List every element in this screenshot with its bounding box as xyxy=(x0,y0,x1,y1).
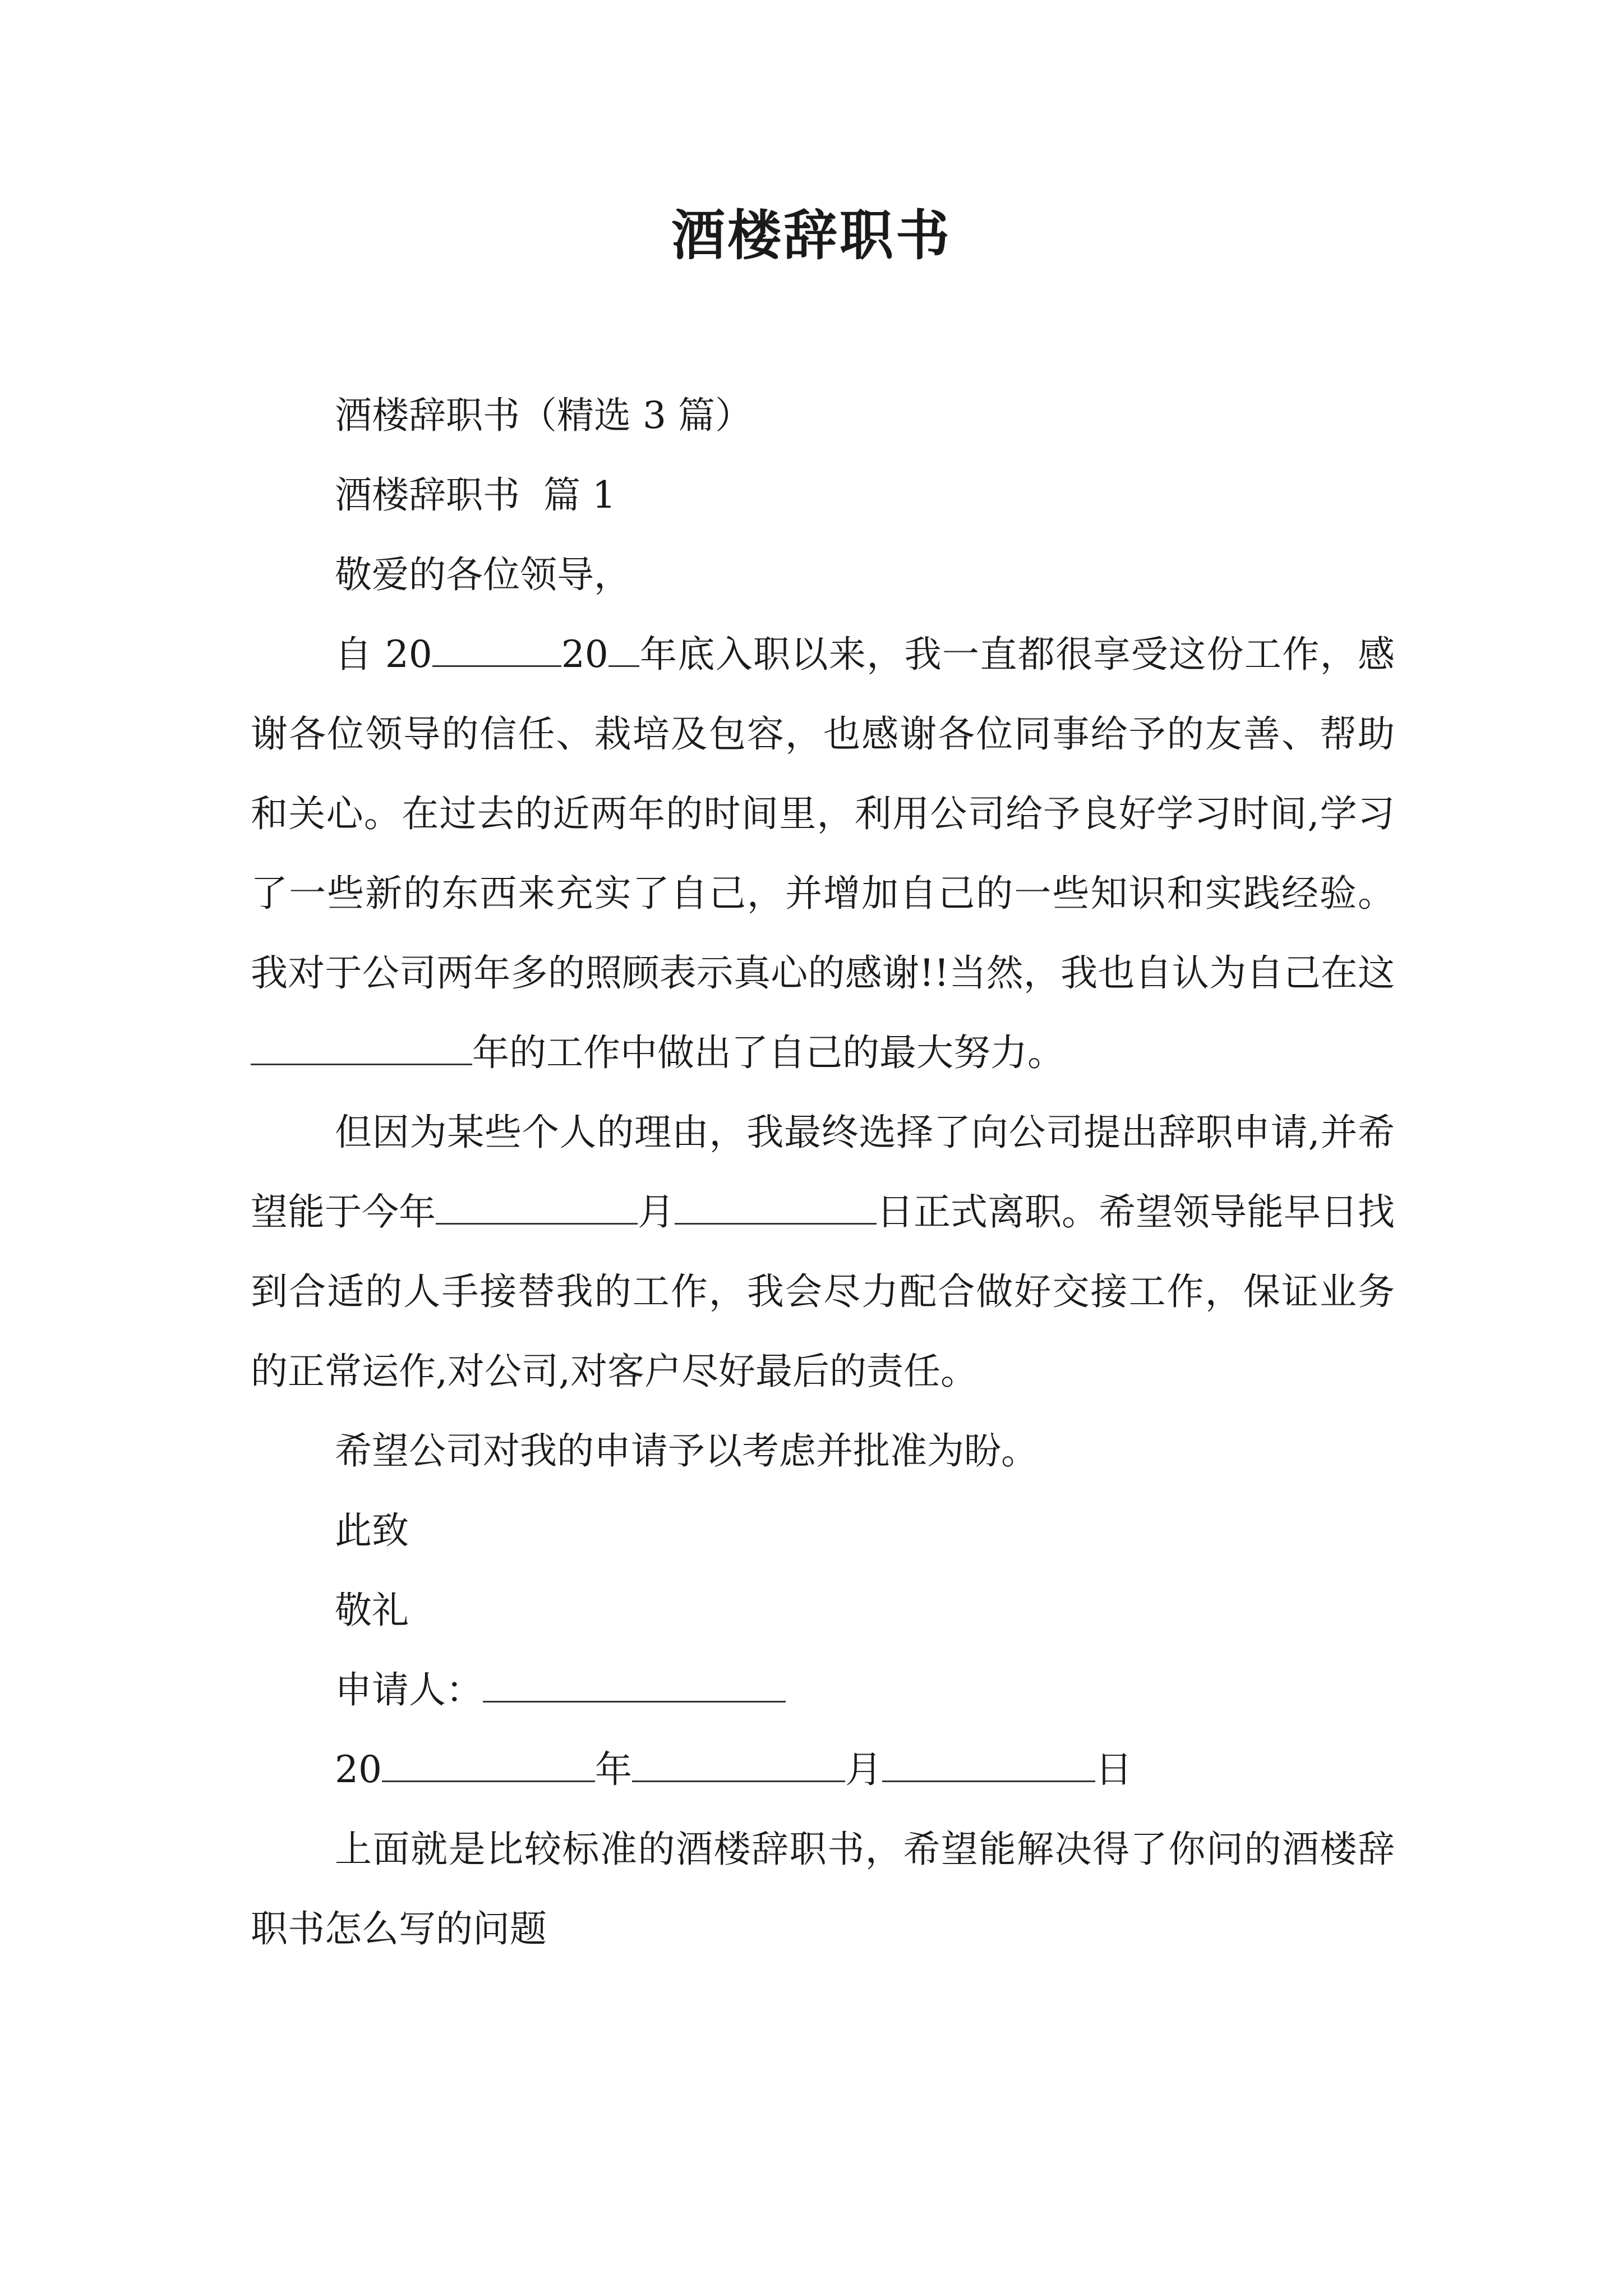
applicant-label: 申请人： xyxy=(335,1668,483,1711)
month-blank xyxy=(632,1748,845,1782)
date-day: 日 xyxy=(1095,1748,1132,1791)
paragraph-2 xyxy=(251,1093,1395,1411)
paragraph-1 xyxy=(251,615,1395,1093)
blank-line xyxy=(251,1031,472,1065)
blank-line xyxy=(608,633,639,667)
date-month: 月 xyxy=(845,1748,882,1791)
section-heading: 酒楼辞职书 篇 1 xyxy=(335,473,616,517)
para2-start: 但因为某些个人的理由，我最终选择了向公司提出辞职申请,并希望能于今年 xyxy=(251,1111,1395,1234)
date-line xyxy=(251,1730,1395,1810)
para1-mid: 20 xyxy=(561,633,608,676)
subtitle: 酒楼辞职书（精选 3 篇） xyxy=(335,394,752,437)
footer-paragraph: 上面就是比较标准的酒楼辞职书，希望能解决得了你问的酒楼辞职书怎么写的问题 xyxy=(251,1828,1395,1950)
para1-start: 自 20 xyxy=(335,633,432,676)
para1-end: 年的工作中做出了自己的最大努力。 xyxy=(472,1031,1064,1074)
date-prefix: 20 xyxy=(335,1748,382,1791)
para2-month: 月 xyxy=(638,1190,675,1234)
closing-line-2: 敬礼 xyxy=(335,1589,409,1632)
para2-rest: 日正式离职。希望领导能早日找到合适的人手接替我的工作，我会尽力配合做好交接工作，保证业务的正常运作,对公司,对客户尽好最后的责任。 xyxy=(251,1190,1395,1393)
signature-blank xyxy=(483,1668,786,1703)
blank-line xyxy=(432,633,561,667)
blank-line xyxy=(675,1190,877,1225)
para1-rest: 年底入职以来，我一直都很享受这份工作，感谢各位领导的信任、栽培及包容，也感谢各位同事给予的友善、帮助和关心。在过去的近两年的时间里，利用公司给予良好学习时间,学习了一些新的东西来充实了自己，并增加自己的一些知识和实践经验。我对于公司两年多的照顾表示真心的感谢!!当然，我也自认为自己在这 xyxy=(251,633,1395,995)
closing-line-1: 此致 xyxy=(335,1509,409,1552)
document-body xyxy=(251,376,1395,1969)
document-title: 酒楼辞职书 xyxy=(671,204,952,267)
date-year: 年 xyxy=(594,1748,632,1791)
paragraph-3: 希望公司对我的申请予以考虑并批准为盼。 xyxy=(335,1429,1038,1473)
year-blank xyxy=(382,1748,595,1782)
salutation: 敬爱的各位领导， xyxy=(335,553,631,596)
day-blank xyxy=(882,1748,1095,1782)
blank-line xyxy=(436,1190,638,1225)
applicant-line xyxy=(251,1650,1395,1730)
